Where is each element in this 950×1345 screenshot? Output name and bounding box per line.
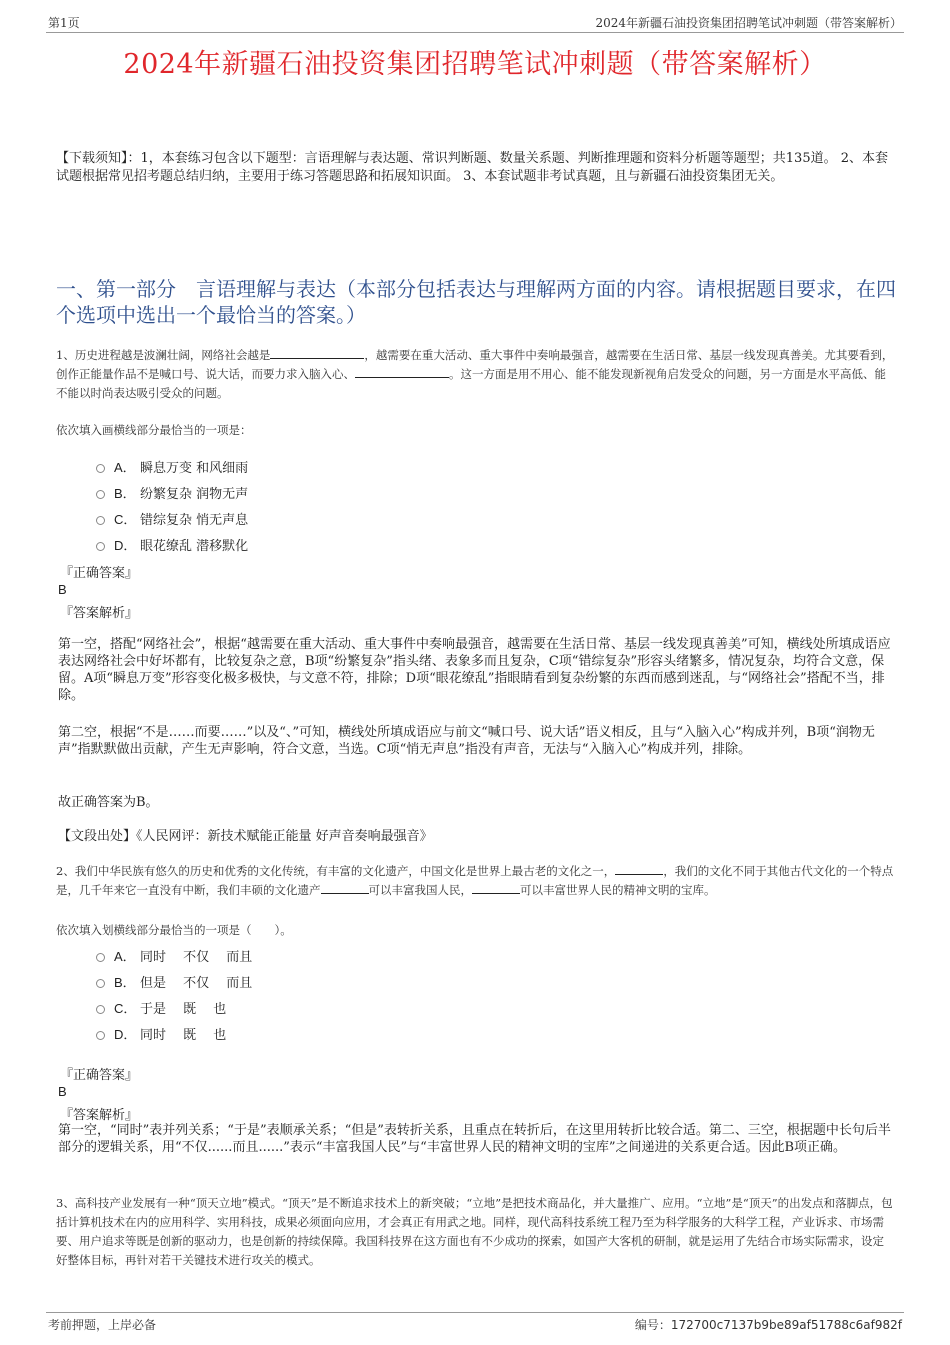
radio-icon[interactable]: [96, 490, 105, 499]
source-citation: 【文段出处】《人民网评：新技术赋能正能量 好声音奏响最强音》: [58, 829, 433, 844]
option-a[interactable]: A． 同时 不仅 而且: [96, 942, 252, 968]
analysis-paragraph: 第一空，“同时”表并列关系；“于是”表顺承关系；“但是”表转折关系，且重点在转折后，在这里用转折比较合适。第二、三空，根据题中长句后半部分的逻辑关系，用“不仅......而且......”表示“丰富我国人民”与“丰富世界人民的精神文明的宝库”之间递进的关系更合适。因此B项正确。: [58, 1123, 891, 1155]
fill-blank: [321, 881, 369, 894]
radio-icon[interactable]: [96, 1031, 105, 1040]
question-1-stem: [56, 346, 894, 403]
analysis-paragraph-2: 第二空，根据“不是……而要……”以及“、”可知，横线处所填成语应与前文“喊口号、说大话”语义相反，且与“入脑入心”构成并列，B项“润物无声”指默默做出贡献，产生无声影响，符合文意，当选。C项“悄无声息”指没有声音，无法与“入脑入心”构成并列，排除。: [58, 725, 875, 757]
option-b[interactable]: B． 纷繁复杂 润物无声: [96, 479, 248, 505]
analysis-label: 『答案解析』: [60, 1108, 139, 1123]
radio-icon[interactable]: [96, 1005, 105, 1014]
fill-blank: [270, 346, 364, 359]
question-1-text-b: ，越需要在重大活动、重大事件中奏响最强音，越需要在生活日常、基层一线发现真善美。尤其要看到，创作正能量作品不是喊口号、说大话，而要力求入脑入心、: [56, 348, 894, 381]
radio-icon[interactable]: [96, 979, 105, 988]
question-2-options: [96, 942, 252, 1046]
correct-answer: B: [58, 1084, 67, 1099]
fill-blank: [615, 862, 663, 875]
correct-answer-label: 『正确答案』: [60, 1068, 139, 1083]
footer-divider: [46, 1312, 904, 1313]
footer-code: [635, 1316, 902, 1333]
question-2-stem: 2、我们中华民族有悠久的历史和优秀的文化传统，有丰富的文化遗产，中国文化是世界上最古老的文化之一， ，我们的文化不同于其他古代文化的一个特点是，几千年来它一直没有中断，我们丰硕的文化遗产 可以丰富我国人民， 可以丰富世界人民的精神文明的宝库。: [56, 864, 894, 897]
question-1-prompt: 依次填入画横线部分最恰当的一项是：: [56, 423, 252, 437]
option-a[interactable]: A． 瞬息万变 和风细雨: [96, 453, 248, 479]
option-c[interactable]: C． 错综复杂 悄无声息: [96, 505, 248, 531]
header-doc-title: 2024年新疆石油投资集团招聘笔试冲刺题（带答案解析）: [595, 16, 902, 30]
analysis-label: 『答案解析』: [60, 606, 139, 621]
question-3-stem: 3、高科技产业发展有一种“顶天立地”模式。“顶天”是不断追求技术上的新突破；“立地”是把技术商品化，并大量推广、应用。“立地”是“顶天”的出发点和落脚点，包括计算机技术在内的应用科学、实用科技，成果必须面向应用，才会真正有用武之地。同样，现代高科技系统工程乃至为科学服务的大科学工程，产业诉求、市场需要、用户追求等既是创新的驱动力，也是创新的持续保障。我国科技界在这方面也有不少成功的探索，如国产大客机的研制，就是运用了先结合市场实际需求，设定好整体目标，再针对若干关键技术进行攻关的模式。: [56, 1196, 893, 1267]
option-d[interactable]: D． 同时 既 也: [96, 1020, 252, 1046]
footer-code-value: 172700c7137b9be89af51788c6af982f: [670, 1318, 902, 1332]
question-2-prompt: 依次填入划横线部分最恰当的一项是（ ）。: [56, 923, 292, 937]
radio-icon[interactable]: [96, 516, 105, 525]
fill-blank: [355, 365, 449, 378]
section-heading: 一、第一部分 言语理解与表达（本部分包括表达与理解两方面的内容。请根据题目要求，在四个选项中选出一个最恰当的答案。）: [56, 277, 896, 327]
fill-blank: [472, 881, 520, 894]
header-divider: [46, 32, 904, 33]
option-c[interactable]: C． 于是 既 也: [96, 994, 252, 1020]
radio-icon[interactable]: [96, 953, 105, 962]
question-1-text-c: 。这一方面是用不用心、能不能发现新视角启发受众的问题，另一方面是水平高低、能不能以时尚表达吸引受众的问题。: [56, 367, 886, 400]
correct-answer: B: [58, 582, 67, 597]
analysis-paragraph-1: 第一空，搭配“网络社会”，根据“越需要在重大活动、重大事件中奏响最强音，越需要在生活日常、基层一线发现真善美”可知，横线处所填成语应表达网络社会中好坏都有，比较复杂之意，B项“纷繁复杂”指头绪、表象多而且复杂，C项“错综复杂”形容头绪繁多，情况复杂，均符合文意，保留。A项“瞬息万变”形容变化极多极快，与文意不符，排除；D项“眼花缭乱”指眼睛看到复杂纷繁的东西而感到迷乱，与“网络社会”搭配不当，排除。: [58, 637, 891, 703]
footer-code-label: 编号：: [634, 1318, 671, 1332]
radio-icon[interactable]: [96, 542, 105, 551]
page-number: 第1页: [48, 16, 80, 30]
correct-answer-label: 『正确答案』: [60, 566, 139, 581]
analysis-conclusion: 故正确答案为B。: [58, 795, 159, 810]
question-1-options: [96, 453, 248, 557]
radio-icon[interactable]: [96, 464, 105, 473]
option-b[interactable]: B． 但是 不仅 而且: [96, 968, 252, 994]
download-notice: 【下载须知】：1，本套练习包含以下题型：言语理解与表达题、常识判断题、数量关系题、判断推理题和资料分析题等题型；共135道。 2、本套试题根据常见招考题总结归纳，主要用于练习答题思路和拓展知识面。 3、本套试题非考试真题，且与新疆石油投资集团无关。: [56, 151, 888, 184]
option-d[interactable]: D． 眼花缭乱 潜移默化: [96, 531, 248, 557]
page-title: 2024年新疆石油投资集团招聘笔试冲刺题（带答案解析）: [123, 49, 827, 80]
question-1-text-a: 1、历史进程越是波澜壮阔，网络社会越是: [56, 348, 271, 362]
footer-slogan: 考前押题，上岸必备: [48, 1318, 157, 1332]
